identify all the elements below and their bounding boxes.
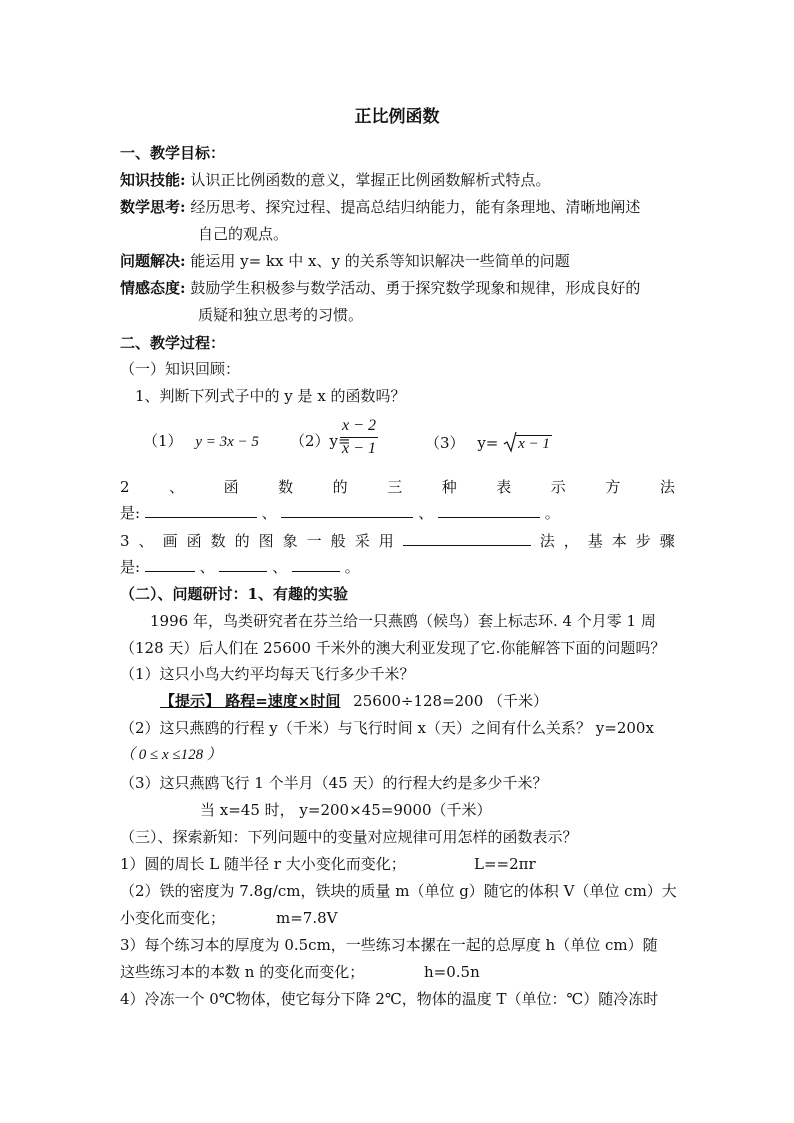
- explore-1: [120, 854, 536, 874]
- formula-3-prefix: y=: [477, 434, 499, 452]
- problem-text: 能运用 y= kx 中 x、y 的关系等知识解决一些简单的问题: [190, 252, 570, 270]
- q3-char: 的: [234, 532, 250, 550]
- q3-char: 图: [258, 532, 274, 550]
- experiment-para-1: 1996 年，鸟类研究者在芬兰给一只燕鸥（候鸟）套上标志环. 4 个月零 1 周: [150, 612, 656, 630]
- q3-char: 基: [587, 532, 603, 550]
- q2-char: 表: [496, 478, 512, 496]
- answer-blank: [219, 557, 267, 572]
- hint-label: 【提示】 路程=速度×时间: [160, 692, 341, 710]
- q3-char: ，: [563, 532, 579, 550]
- q3-prefix: 是:: [120, 558, 141, 576]
- experiment-para-2: （128 天）后人们在 25600 千米外的澳大利亚发现了它.你能解答下面的问题吗？: [120, 639, 666, 657]
- knowledge-label: 知识技能:: [120, 171, 186, 189]
- question-2-line2: [120, 503, 560, 523]
- math-text-cont: 自己的观点。: [198, 225, 289, 243]
- q2-sep: 、: [261, 504, 277, 522]
- section1-heading: 一、教学目标：: [120, 144, 226, 162]
- q2-char: 的: [332, 478, 348, 496]
- q3-char: 函: [186, 532, 202, 550]
- sub-question-2-range: （ 0 ≤ x ≤128 ）: [120, 747, 222, 763]
- sub-question-3: （3）这只燕鸥飞行 1 个半月（45 天）的行程大约是多少千米？: [120, 774, 548, 792]
- q2-char: 函: [223, 478, 239, 496]
- q3-char: 一: [306, 532, 322, 550]
- hint-row: [160, 691, 548, 711]
- explore-1-answer: L==2πr: [474, 855, 536, 873]
- q3-sep: 、: [272, 558, 288, 576]
- q2-sep: 、: [418, 504, 434, 522]
- sub-question-3-answer: 当 x=45 时， y=200×45=9000（千米）: [200, 801, 492, 819]
- q3-sep: 、: [199, 558, 215, 576]
- q3-char: 采: [354, 532, 370, 550]
- formula-2-numerator: x − 2: [342, 417, 376, 434]
- formula-3-label: （3）: [425, 434, 465, 452]
- question-3-line2: [120, 557, 360, 577]
- fraction-bar: [340, 437, 378, 438]
- hint-calc: 25600÷128=200 （千米）: [353, 692, 549, 710]
- explore-2-line1: （2）铁的密度为 7.8g/cm，铁块的质量 m（单位 g）随它的体积 V（单位 cm）大: [120, 882, 677, 900]
- q3-char: 数: [210, 532, 226, 550]
- q2-prefix: 是:: [120, 504, 141, 522]
- q3-char: 步: [635, 532, 651, 550]
- explore-2-text: 小变化而变化；: [120, 909, 226, 927]
- q2-char: 2: [120, 478, 130, 496]
- q3-char: 般: [330, 532, 346, 550]
- q3-char: 本: [611, 532, 627, 550]
- formula-2-label: （2）y=: [290, 432, 351, 450]
- q2-end: 。: [544, 504, 560, 522]
- math-text: 经历思考、探究过程、提高总结归纳能力，能有条理地、清晰地阐述: [190, 198, 641, 216]
- q2-char: 种: [441, 478, 457, 496]
- explore-4-line1: 4）冷冻一个 0℃物体，使它每分下降 2℃，物体的温度 T（单位：℃）随冷冻时: [120, 990, 659, 1008]
- knowledge-row: [120, 170, 550, 190]
- emotion-text: 鼓励学生积极参与数学活动、勇于探究数学现象和规律，形成良好的: [190, 279, 641, 297]
- answer-blank: [292, 557, 340, 572]
- q3-char: 象: [282, 532, 298, 550]
- knowledge-text: 认识正比例函数的意义，掌握正比例函数解析式特点。: [190, 171, 551, 189]
- answer-blank: [281, 503, 413, 518]
- question-2-line1: [120, 477, 675, 497]
- problem-label: 问题解决:: [120, 252, 186, 270]
- formula-2-denominator: x − 1: [342, 440, 376, 457]
- q2-char: 方: [605, 478, 621, 496]
- explore-1-text: 1）圆的周长 L 随半径 r 大小变化而变化；: [120, 855, 406, 873]
- formula-2-fraction: [340, 417, 378, 458]
- sub-question-2: （2）这只燕鸥的行程 y（千米）与飞行时间 x（天）之间有什么关系？ y=200x: [120, 719, 654, 737]
- math-row: [120, 197, 640, 217]
- formula-3: [425, 431, 552, 454]
- q2-char: 数: [278, 478, 294, 496]
- q3-char: 骤: [659, 532, 675, 550]
- q3-char: 法: [539, 532, 555, 550]
- q2-char: 、: [169, 478, 185, 496]
- section2-heading: 二、教学过程：: [120, 334, 226, 352]
- explore-2-answer: m=7.8V: [276, 909, 338, 927]
- problem-row: [120, 251, 570, 271]
- explore-3-line1: 3）每个练习本的厚度为 0.5cm，一些练习本摞在一起的总厚度 h（单位 cm）随: [120, 936, 658, 954]
- q3-char: 、: [138, 532, 154, 550]
- answer-blank: [145, 503, 257, 518]
- emotion-text-cont: 质疑和独立思考的习惯。: [198, 306, 364, 324]
- answer-blank: [403, 531, 531, 546]
- question-1: 1、判断下列式子中的 y 是 x 的函数吗？: [135, 387, 406, 405]
- review-heading: （一）知识回顾：: [120, 360, 241, 378]
- emotion-label: 情感态度:: [120, 279, 186, 297]
- q3-char: 3: [120, 532, 130, 550]
- formula-3-radicand: x − 1: [518, 436, 550, 452]
- emotion-row: [120, 278, 640, 298]
- q3-char: 用: [378, 532, 394, 550]
- explore-3-text: 这些练习本的本数 n 的变化而变化；: [120, 963, 365, 981]
- answer-blank: [145, 557, 195, 572]
- explore-heading: （三）、探索新知：下列问题中的变量对应规律可用怎样的函数表示？: [120, 828, 578, 846]
- q3-char: 画: [162, 532, 178, 550]
- study-heading: （二）、问题研讨：1、有趣的实验: [120, 585, 348, 603]
- q2-char: 示: [550, 478, 566, 496]
- formula-1-expr: y = 3x − 5: [195, 434, 259, 450]
- formula-1-label: （1）: [143, 432, 183, 450]
- explore-3-answer: h=0.5n: [424, 963, 480, 981]
- answer-blank: [438, 503, 540, 518]
- page-title: 正比例函数: [354, 107, 440, 127]
- math-label: 数学思考:: [120, 198, 186, 216]
- q2-char: 法: [659, 478, 675, 496]
- explore-2-line2: [120, 908, 338, 928]
- question-3-line1: [120, 531, 675, 551]
- q3-end: 。: [344, 558, 360, 576]
- explore-3-line2: [120, 962, 480, 982]
- formula-1: [143, 431, 259, 452]
- sub-question-1: （1）这只小鸟大约平均每天飞行多少千米？: [120, 665, 415, 683]
- q2-char: 三: [387, 478, 403, 496]
